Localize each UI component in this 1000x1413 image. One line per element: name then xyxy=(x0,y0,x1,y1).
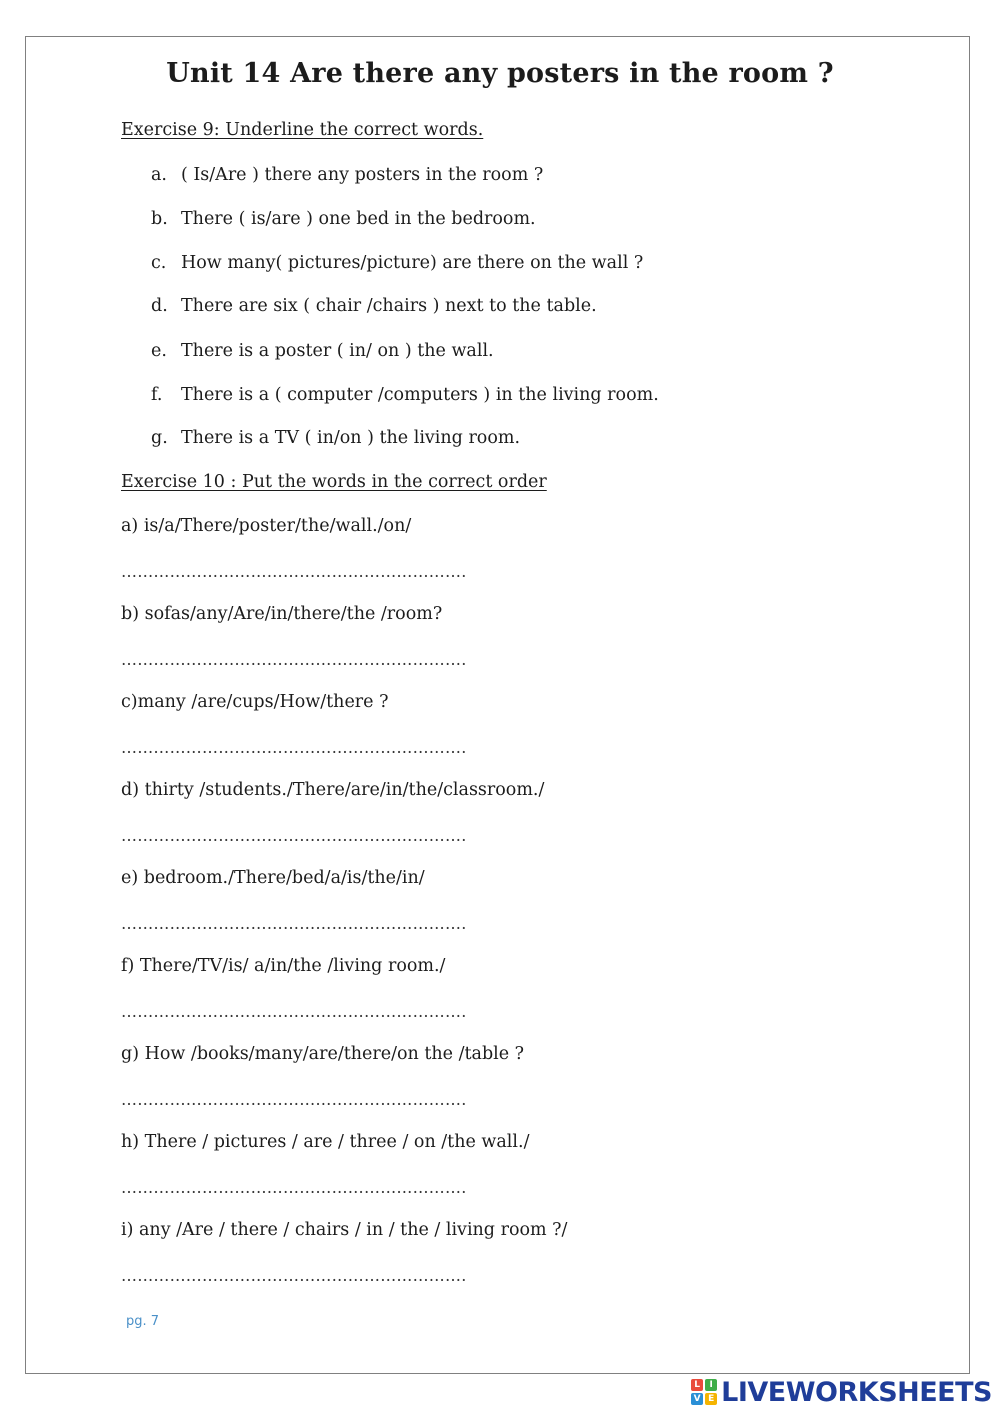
answer-line[interactable]: ………………………………………………………. xyxy=(121,562,467,581)
answer-line[interactable]: ………………………………………………………. xyxy=(121,1178,467,1197)
exercise-10-prompt: h) There / pictures / are / three / on /the wall./ xyxy=(121,1132,530,1152)
liveworksheets-logo[interactable] xyxy=(691,1375,992,1409)
exercise-10-prompt: b) sofas/any/Are/in/there/the /room? xyxy=(121,604,443,624)
exercise-10-prompt: e) bedroom./There/bed/a/is/the/in/ xyxy=(121,868,425,888)
answer-line[interactable]: ………………………………………………………. xyxy=(121,826,467,845)
exercise-10-prompt: f) There/TV/is/ a/in/the /living room./ xyxy=(121,956,446,976)
exercise-10-prompt: i) any /Are / there / chairs / in / the / living room ?/ xyxy=(121,1220,568,1240)
exercise-10-prompt: d) thirty /students./There/are/in/the/classroom./ xyxy=(121,780,545,800)
exercise-9-item: c. How many( pictures/picture) are there on the wall ? xyxy=(151,253,644,273)
answer-line[interactable]: ………………………………………………………. xyxy=(121,1090,467,1109)
logo-text: LIVEWORKSHEETS xyxy=(721,1376,992,1408)
exercise-9-item: e. There is a poster ( in/ on ) the wall. xyxy=(151,341,494,361)
answer-line[interactable]: ………………………………………………………. xyxy=(121,914,467,933)
answer-line[interactable]: ………………………………………………………. xyxy=(121,1002,467,1021)
exercise-9-heading: Exercise 9: Underline the correct words. xyxy=(121,120,484,140)
exercise-9-item: d. There are six ( chair /chairs ) next to the table. xyxy=(151,296,597,316)
logo-badge-icon: L I V E xyxy=(691,1379,717,1405)
exercise-10-prompt: g) How /books/many/are/there/on the /table ? xyxy=(121,1044,525,1064)
exercise-9-item: g. There is a TV ( in/on ) the living room. xyxy=(151,428,521,448)
answer-line[interactable]: ………………………………………………………. xyxy=(121,738,467,757)
exercise-10-prompt: a) is/a/There/poster/the/wall./on/ xyxy=(121,516,412,536)
exercise-9-item: b. There ( is/are ) one bed in the bedroom. xyxy=(151,209,536,229)
page-number: pg. 7 xyxy=(126,1314,160,1329)
exercise-10-heading: Exercise 10 : Put the words in the correct order xyxy=(121,472,547,492)
answer-line[interactable]: ………………………………………………………. xyxy=(121,650,467,669)
exercise-10-prompt: c)many /are/cups/How/there ? xyxy=(121,692,389,712)
answer-line[interactable]: ………………………………………………………. xyxy=(121,1266,467,1285)
exercise-9-item: a. ( Is/Are ) there any posters in the room ? xyxy=(151,165,544,185)
exercise-9-item: f. There is a ( computer /computers ) in the living room. xyxy=(151,385,659,405)
page-title: Unit 14 Are there any posters in the room ? xyxy=(166,58,834,89)
